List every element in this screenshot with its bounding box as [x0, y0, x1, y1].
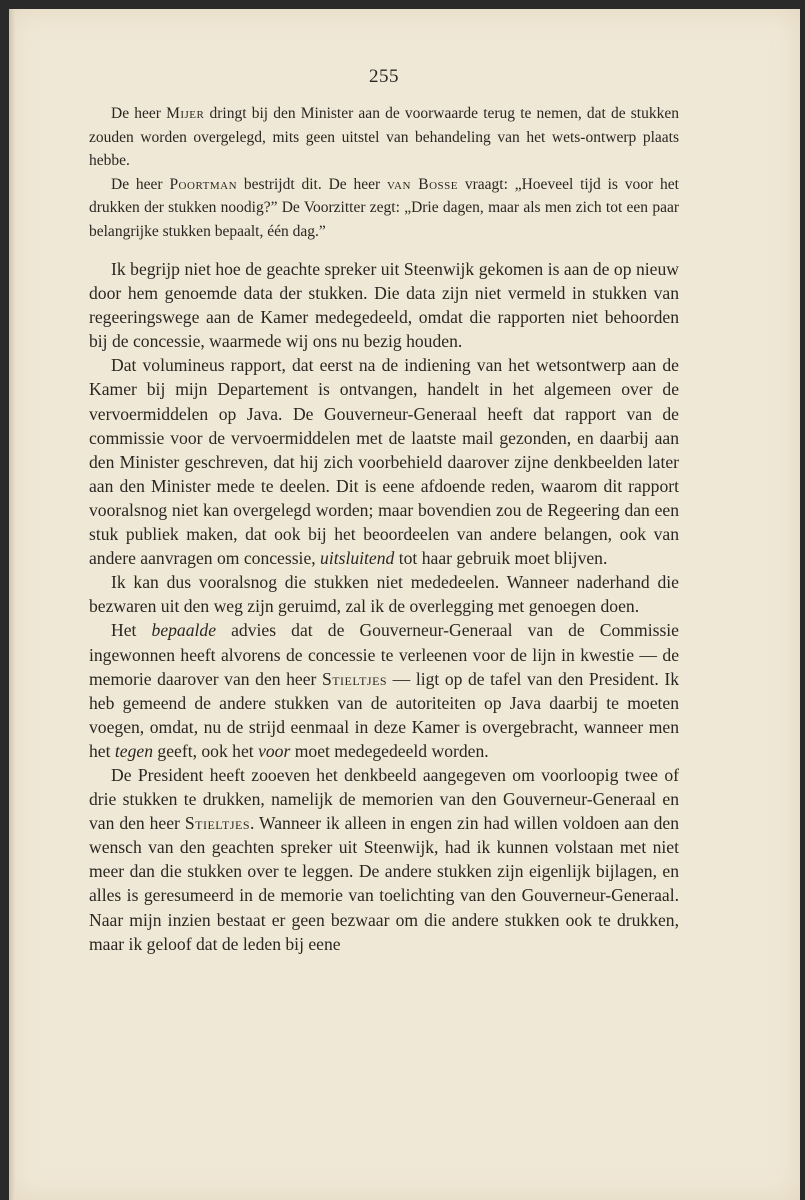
summary-paragraph: [89, 173, 679, 244]
page-number: 255: [369, 66, 399, 87]
text-block: [89, 66, 679, 956]
text-run: dringt bij den Minister aan de voorwaarde terug te nemen, dat de stukken zouden worden overgelegd, mits geen uitstel van behandeling van het wets-ontwerp plaats hebbe.: [89, 105, 679, 169]
text-run: Het: [111, 620, 152, 641]
text-run: bestrijdt dit. De heer: [237, 175, 388, 193]
text-run: geeft, ook het: [153, 740, 259, 761]
page-spine-shadow: [9, 9, 15, 1200]
text-run: Dat volumineus rapport, dat eerst na de indiening van het wetsontwerp aan de Kamer bij mijn Departement is ontvangen, handelt in het algemeen over de vervoermiddelen op Java. De Gouverneur-Generaal heeft dat rapport van de commissie voor de vervoermiddelen met de laatste mail gezonden, en daarbij aan den Minister geschreven, dat hij zich voorbehield daarover zijne denkbeelden later aan den Minister mede te deelen. Dit is eene afdoende reden, waarom dit rapport vooralsnog niet kan overgelegd worden; maar bovendien zou de Regeering dan een stuk publiek maken, dat ook bij het beoordeelen van andere belangen, ook van andere aanvragen om concessie,: [89, 355, 679, 569]
text-run: . Wanneer ik alleen in engen zin had willen voldoen aan den wensch van den geachten spreker uit Steenwijk, had ik kunnen volstaan met niet meer dan die stukken over te leggen. De andere stukken zijn eigenlijk bijlagen, en alles is geresumeerd in de memorie van toelichting van den Gouverneur-Generaal. Naar mijn inzien bestaat er geen bezwaar om die andere stukken ook te drukken, maar ik geloof dat de leden bij eene: [89, 813, 679, 954]
speech-paragraph: [89, 570, 679, 618]
speech-paragraph: [89, 618, 679, 763]
emphasis-text: bepaalde: [151, 620, 217, 641]
person-name: van Bosse: [387, 175, 459, 193]
text-run: — ligt op de tafel van den President. Ik heb gemeend de andere stukken van de autoriteiten op Java daarbij te moeten voegen, omdat, nu de strijd eenmaal in deze Kamer is overgebracht, wanneer men het: [89, 668, 679, 761]
text-run: tot haar gebruik moet blijven.: [394, 548, 608, 569]
speech-paragraph: [89, 353, 679, 570]
text-run: Ik begrijp niet hoe de geachte spreker uit Steenwijk gekomen is aan de op nieuw door hem genoemde data der stukken. Die data zijn niet vermeld in stukken van regeeringswege aan de Kamer medegedeeld, omdat die rapporten niet behoorden bij de concessie, waarmede wij ons nu bezig houden.: [89, 259, 679, 352]
emphasis-text: tegen: [114, 740, 154, 761]
person-name: Stieltjes: [321, 668, 388, 689]
text-run: vraagt: „Hoeveel tijd is voor het drukken der stukken noodig?” De Voorzitter zegt: „Drie dagen, maar als men zich tot een paar belangrijke stukken bepaalt, één dag.”: [89, 175, 679, 240]
text-run: De President heeft zooeven het denkbeeld aangegeven om voorloopig twee of drie stukken te drukken, namelijk de memorien van den Gouverneur-Generaal en van den heer: [89, 764, 679, 834]
summary-section: [89, 102, 679, 243]
text-run: De heer: [111, 105, 167, 122]
emphasis-text: voor: [258, 740, 291, 761]
text-run: De heer: [111, 175, 170, 193]
text-run: advies dat de Gouverneur-Generaal van de Commissie ingewonnen heeft alvorens de concessie te verleenen voor de lijn in kwestie — de memorie daarover van den heer: [89, 620, 679, 689]
text-run: Ik kan dus vooralsnog die stukken niet mededeelen. Wanneer naderhand die bezwaren uit den weg zijn geruimd, zal ik de overlegging met genoegen doen.: [89, 572, 679, 617]
person-name: Mijer: [166, 105, 205, 122]
summary-paragraph: [89, 102, 679, 173]
speech-section: [89, 257, 679, 956]
speech-paragraph: [89, 257, 679, 353]
person-name: Poortman: [169, 175, 238, 193]
text-run: moet medegedeeld worden.: [290, 740, 489, 761]
speech-paragraph: [89, 763, 679, 956]
person-name: Stieltjes: [184, 813, 251, 834]
emphasis-text: uitsluitend: [320, 548, 395, 569]
